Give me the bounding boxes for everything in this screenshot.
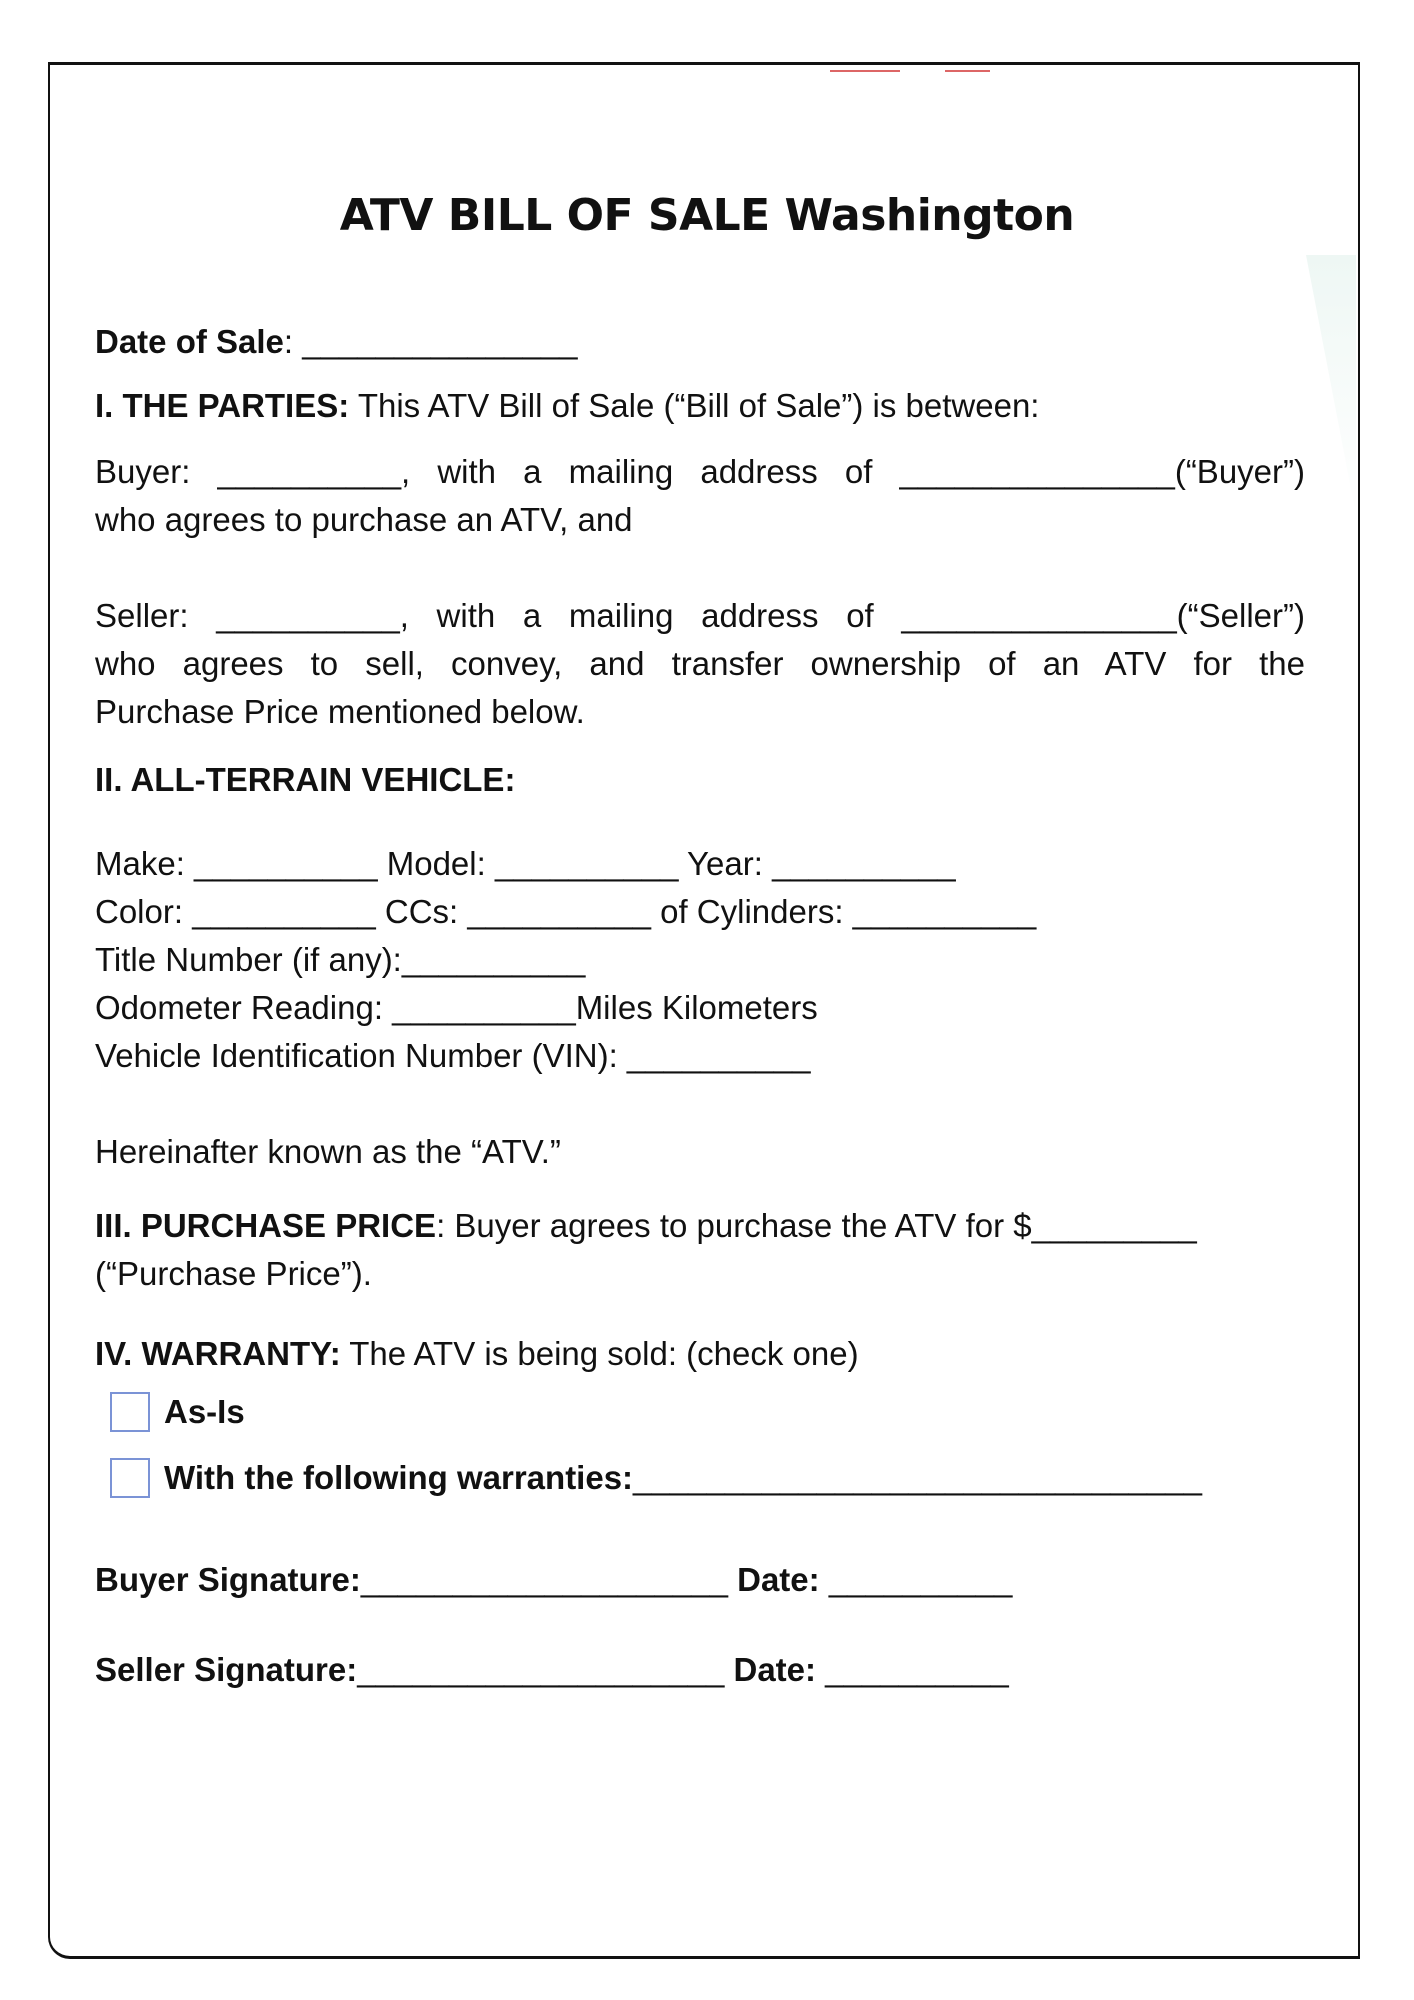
document-body — [95, 318, 1305, 1694]
warranties-label: With the following warranties: — [164, 1459, 634, 1496]
date-of-sale-blank[interactable]: : _______________ — [283, 323, 578, 360]
vehicle-title-number[interactable]: Title Number (if any):__________ — [95, 941, 586, 978]
vehicle-heading-text: II. ALL-TERRAIN VEHICLE: — [95, 761, 516, 798]
top-accent-mark — [945, 70, 990, 72]
top-accent-mark — [830, 70, 900, 72]
warranty-option-as-is — [110, 1388, 1305, 1436]
buyer-line[interactable]: Buyer: __________, with a mailing address of _______________(“Buyer”) — [95, 453, 1305, 490]
buyer-line-2: who agrees to purchase an ATV, and — [95, 501, 633, 538]
warranty-option-with-warranties — [110, 1454, 1305, 1502]
vehicle-odometer[interactable]: Odometer Reading: __________Miles Kilometers — [95, 989, 818, 1026]
buyer-date-blank[interactable]: __________ — [819, 1561, 1013, 1598]
warranties-blank[interactable]: _______________________________ — [633, 1459, 1202, 1496]
vehicle-make-model-year[interactable]: Make: __________ Model: __________ Year: __________ — [95, 845, 956, 882]
purchase-price-line-2: (“Purchase Price”). — [95, 1255, 372, 1292]
seller-date-label: Date: — [733, 1651, 817, 1688]
parties-heading: I. THE PARTIES: — [95, 387, 350, 424]
vehicle-vin[interactable]: Vehicle Identification Number (VIN): __________ — [95, 1037, 811, 1074]
seller-signature-line — [95, 1646, 1305, 1694]
purchase-price-text[interactable]: : Buyer agrees to purchase the ATV for $_________ — [436, 1207, 1197, 1244]
seller-date-blank[interactable]: __________ — [816, 1651, 1009, 1688]
purchase-price-clause — [95, 1202, 1305, 1298]
date-of-sale-line — [95, 318, 1305, 366]
seller-line-2: who agrees to sell, convey, and transfer ownership of an ATV for the — [95, 645, 1305, 682]
date-of-sale-label: Date of Sale — [95, 323, 284, 360]
buyer-signature-line — [95, 1556, 1305, 1604]
purchase-price-heading: III. PURCHASE PRICE — [95, 1207, 437, 1244]
seller-line[interactable]: Seller: __________, with a mailing address of _______________(“Seller”) — [95, 597, 1305, 634]
buyer-date-label: Date: — [737, 1561, 820, 1598]
vehicle-heading — [95, 756, 1305, 804]
buyer-signature-label: Buyer Signature: — [95, 1561, 361, 1598]
warranty-heading: IV. WARRANTY: — [95, 1335, 341, 1372]
seller-clause — [95, 592, 1305, 736]
vehicle-color-ccs-cylinders[interactable]: Color: __________ CCs: __________ of Cylinders: __________ — [95, 893, 1037, 930]
buyer-clause — [95, 448, 1305, 544]
as-is-checkbox[interactable] — [110, 1392, 150, 1432]
parties-intro — [95, 382, 1305, 430]
seller-signature-label: Seller Signature: — [95, 1651, 358, 1688]
seller-signature-blank[interactable]: ____________________ — [357, 1651, 734, 1688]
atv-definition: Hereinafter known as the “ATV.” — [95, 1133, 561, 1170]
as-is-label: As-Is — [164, 1393, 245, 1430]
buyer-signature-blank[interactable]: ____________________ — [360, 1561, 738, 1598]
seller-line-3: Purchase Price mentioned below. — [95, 693, 585, 730]
vehicle-details — [95, 840, 1305, 1080]
warranty-clause — [95, 1330, 1305, 1502]
warranties-checkbox[interactable] — [110, 1458, 150, 1498]
parties-intro-text: This ATV Bill of Sale (“Bill of Sale”) is between: — [349, 387, 1040, 424]
document-title: ATV BILL OF SALE Washington — [339, 190, 1075, 241]
warranty-text: The ATV is being sold: (check one) — [340, 1335, 859, 1372]
